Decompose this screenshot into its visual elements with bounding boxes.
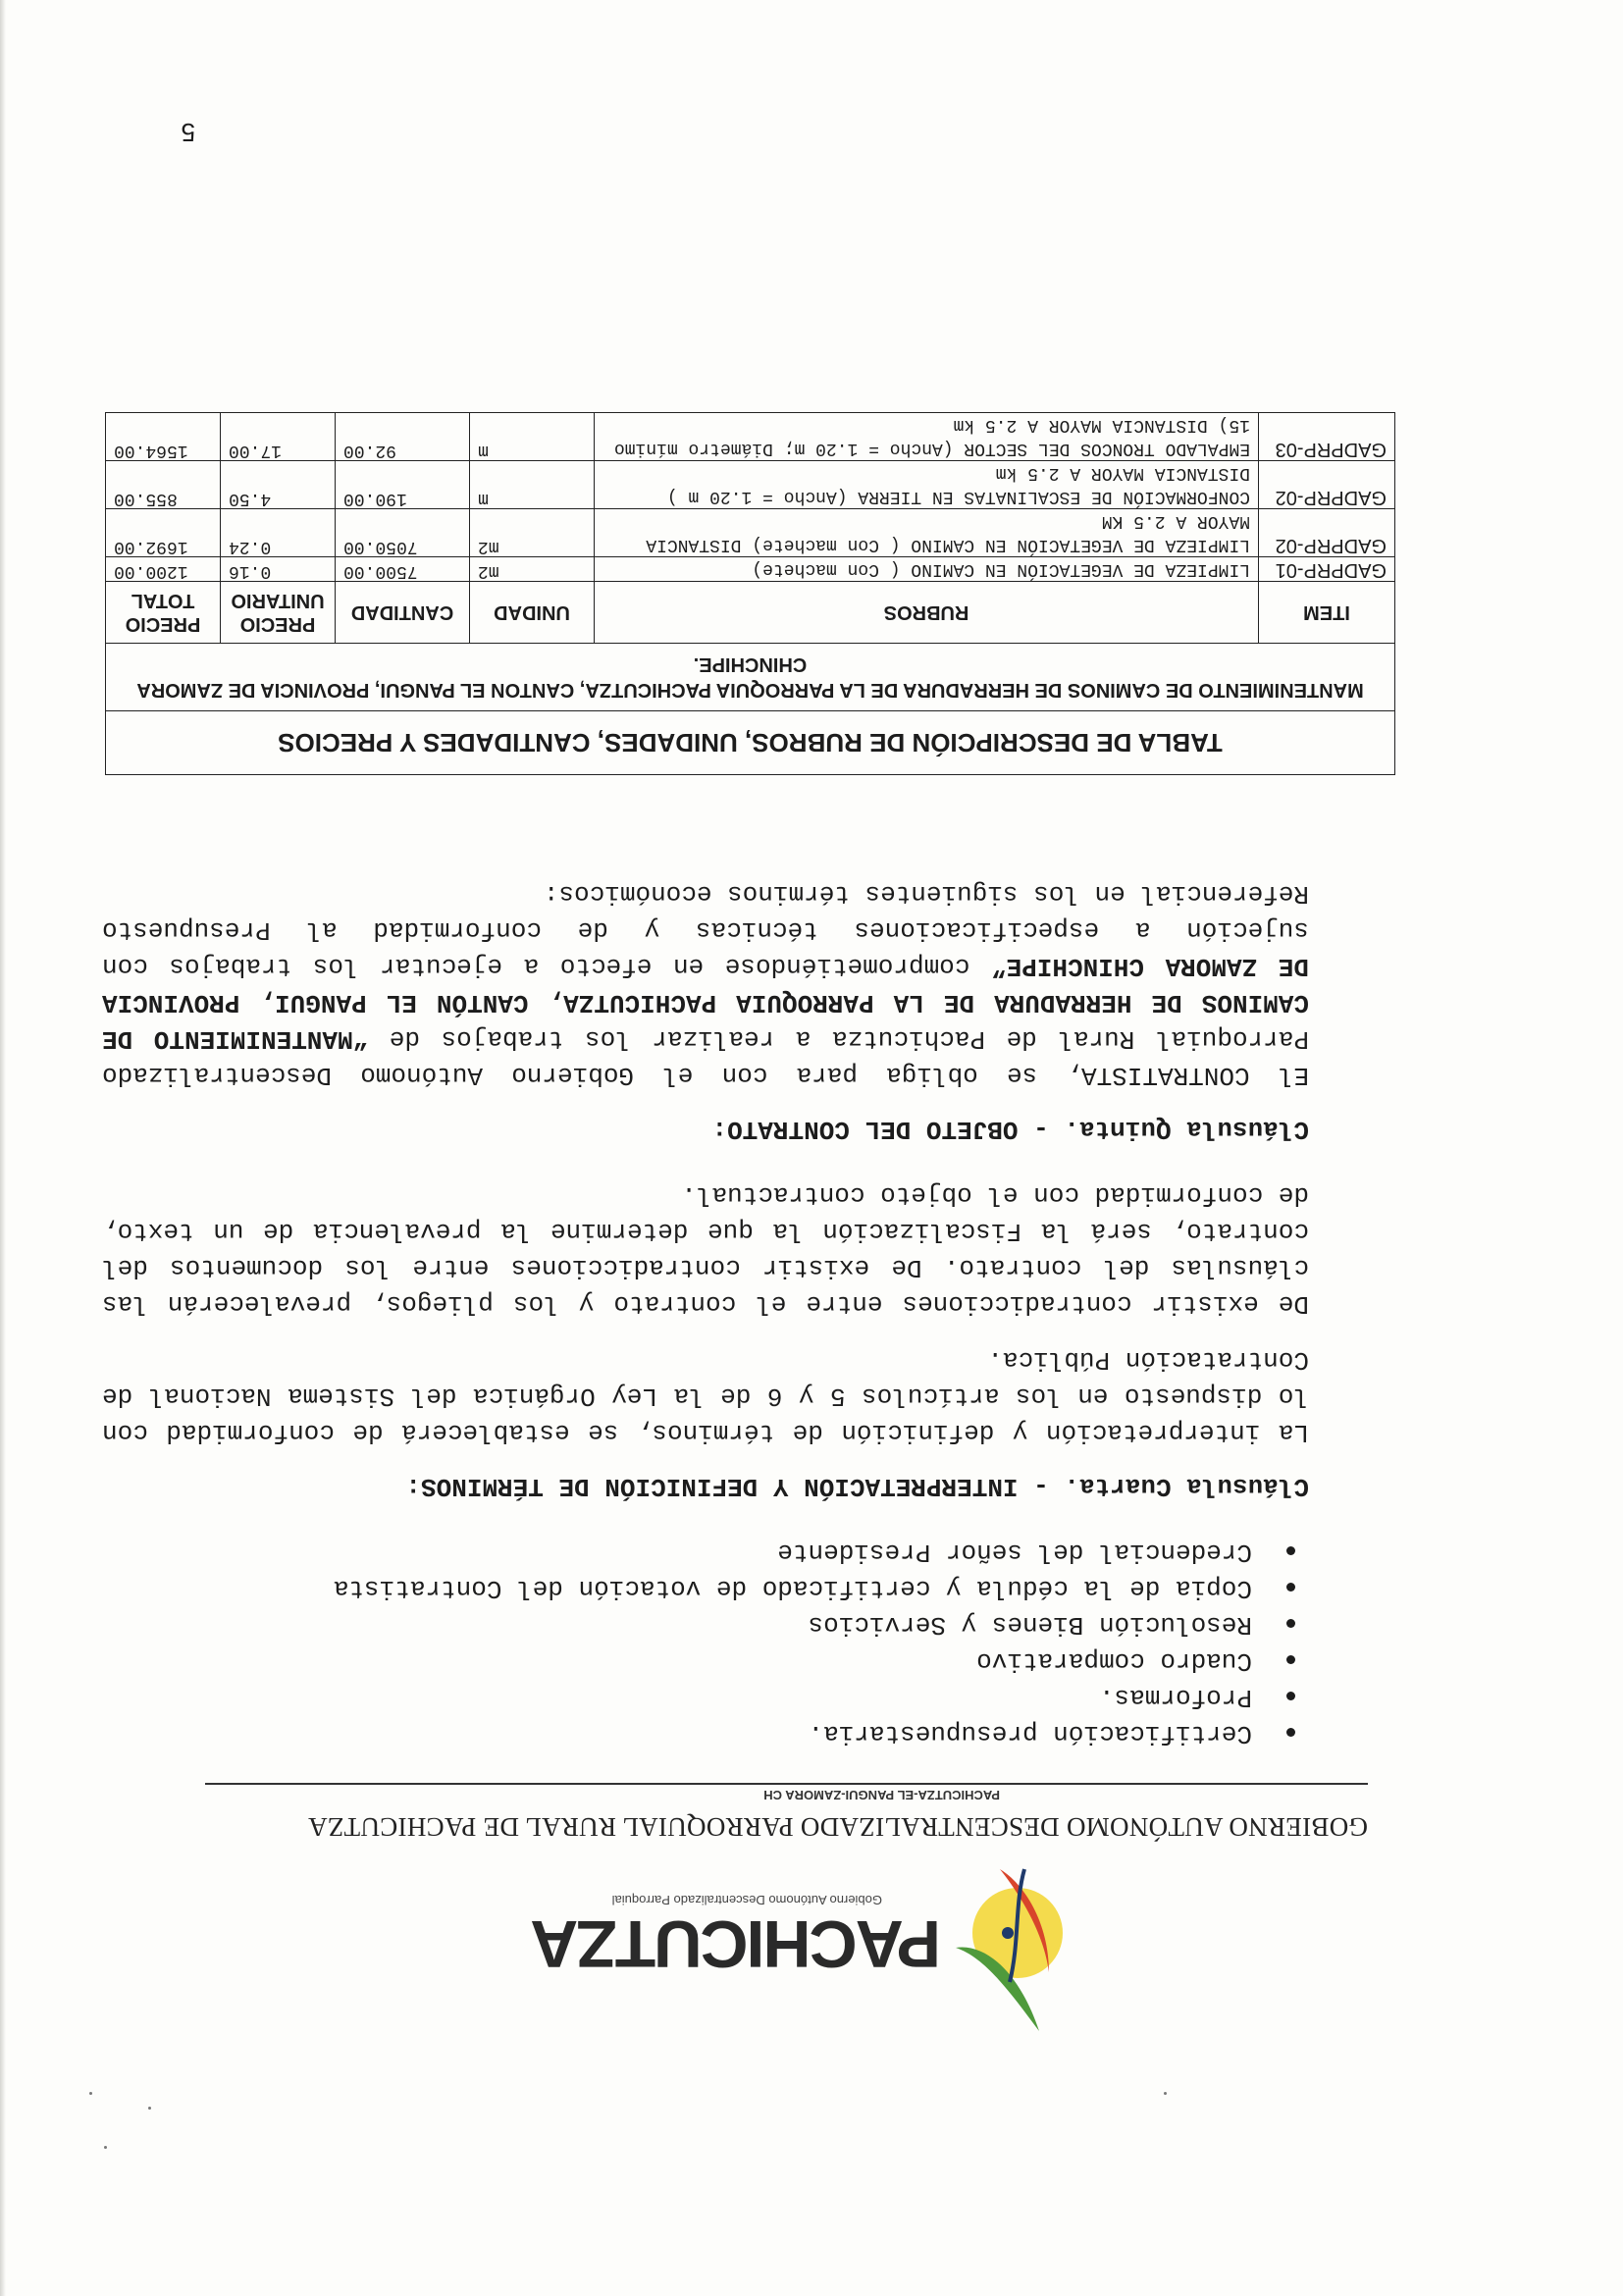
col-header-unidad: UNIDAD bbox=[470, 582, 595, 644]
clause-4-paragraph-2: De existir contradicciones entre el contrato y los pliegos, prevalecerán las cláusulas del contrato. De existir contradicciones entre los documentos del contrato, será la Fiscalización la que determine la prevalencia de un texto, de conformidad con el objeto contractual. bbox=[102, 1180, 1309, 1319]
header-divider bbox=[205, 1783, 1368, 1785]
cell-cantidad: 7050.00 bbox=[336, 509, 470, 557]
institution-subtitle: PACHICUTZA-EL PANGUI-ZAMORA CH bbox=[763, 1788, 1000, 1802]
cell-precio-unitario: 17.00 bbox=[221, 413, 336, 461]
cell-cantidad: 92.00 bbox=[336, 413, 470, 461]
table-row bbox=[106, 509, 1395, 557]
scan-speck bbox=[148, 2107, 151, 2110]
price-table bbox=[105, 412, 1395, 775]
table-row bbox=[106, 557, 1395, 582]
scan-speck bbox=[1164, 2092, 1167, 2095]
list-item: Credencial del señor Presidente bbox=[102, 1534, 1309, 1570]
cell-unidad: m bbox=[470, 413, 595, 461]
clause-5-heading: Cláusula Quinta. - OBJETO DEL CONTRATO: bbox=[711, 1115, 1309, 1144]
cell-precio-total: 1692.00 bbox=[106, 509, 221, 557]
price-table-wrapper bbox=[105, 412, 1395, 775]
cell-cantidad: 190.00 bbox=[336, 461, 470, 509]
cell-precio-total: 1564.00 bbox=[106, 413, 221, 461]
list-item: Proformas. bbox=[102, 1679, 1309, 1715]
list-item: Cuadro comparativo bbox=[102, 1643, 1309, 1679]
clause-5-text-after: comprometiéndose en efecto a ejecutar los trabajos con sujeción a especificaciones técnicas y de conformidad al Presupuesto Referencial en los siguientes términos económicos: bbox=[102, 879, 1309, 981]
cell-precio-unitario: 0.16 bbox=[221, 557, 336, 582]
cell-rubro: LIMPIEZA DE VEGETACIÓN EN CAMINO ( Con machete) DISTANCIA MAYOR A 2.5 KM bbox=[595, 509, 1259, 557]
page-number: 5 bbox=[181, 118, 195, 147]
cell-item: GADPRP-02 bbox=[1259, 461, 1395, 509]
logo-wordmark: PACHICUTZA bbox=[532, 1906, 941, 1981]
col-header-cantidad: CANTIDAD bbox=[336, 582, 470, 644]
contract-body bbox=[102, 856, 1309, 1751]
col-header-item: ITEM bbox=[1259, 582, 1395, 644]
cell-rubro: CONFORMACIÓN DE ESCALINATAS EN TIERRA (Ancho = 1.20 m ) DISTANCIA MAYOR A 2.5 km bbox=[595, 461, 1259, 509]
pachicutza-logo-icon bbox=[951, 1864, 1078, 2051]
logo-tagline: Gobierno Autónomo Descentralizado Parroquial bbox=[611, 1893, 882, 1907]
table-subtitle: MANTENIMIENTO DE CAMINOS DE HERRADURA DE LA PARROQUIA PACHICUTZA, CANTON EL PANGUI, PROVINCIA DE ZAMORA CHINCHIPE. bbox=[106, 644, 1395, 711]
cell-rubro: EMPALADO TRONCOS DEL SECTOR (Ancho = 1.20 m; Diámetro mínimo 15) DISTANCIA MAYOR A 2.5 km bbox=[595, 413, 1259, 461]
cell-precio-unitario: 0.24 bbox=[221, 509, 336, 557]
cell-precio-total: 855.00 bbox=[106, 461, 221, 509]
col-header-rubros: RUBROS bbox=[595, 582, 1259, 644]
cell-item: GADPRP-02 bbox=[1259, 509, 1395, 557]
cell-unidad: m2 bbox=[470, 509, 595, 557]
list-item: Copia de la cédula y certificado de votación del Contratista bbox=[102, 1570, 1309, 1606]
cell-unidad: m bbox=[470, 461, 595, 509]
documents-list bbox=[102, 1534, 1309, 1751]
cell-item: GADPRP-01 bbox=[1259, 557, 1395, 582]
clause-4-paragraph-1: La interpretación y definición de términos, se establecerá de conformidad con lo dispuesto en los artículos 5 y 6 de la Ley Orgánica del Sistema Nacional de Contratación Pública. bbox=[102, 1345, 1309, 1447]
table-row bbox=[106, 461, 1395, 509]
scan-speck bbox=[104, 2146, 107, 2149]
table-row bbox=[106, 413, 1395, 461]
col-header-precio-unitario: PRECIO UNITARIO bbox=[221, 582, 336, 644]
cell-precio-unitario: 4.50 bbox=[221, 461, 336, 509]
clause-5-paragraph bbox=[102, 875, 1309, 1093]
page-edge-shadow bbox=[0, 0, 6, 2296]
cell-unidad: m2 bbox=[470, 557, 595, 582]
table-title: TABLA DE DESCRIPCIÓN DE RUBROS, UNIDADES, CANTIDADES Y PRECIOS bbox=[106, 711, 1395, 775]
list-item: Resolución Bienes y Servicios bbox=[102, 1606, 1309, 1643]
table-header-row bbox=[106, 582, 1395, 644]
col-header-precio-total: PRECIO TOTAL bbox=[106, 582, 221, 644]
logo bbox=[532, 1854, 1078, 2051]
contract-object: “MANTENIMIENTO DE CAMINOS DE HERRADURA DE LA PARROQUIA PACHICUTZA, CANTÓN EL PANGUI, PROVINCIA DE ZAMORA CHINCHIPE” bbox=[102, 952, 1309, 1054]
cell-rubro: LIMPIEZA DE VEGETACIÓN EN CAMINO ( Con machete) bbox=[595, 557, 1259, 582]
institution-title: GOBIERNO AUTÓNOMO DESCENTRALIZADO PARROQUIAL RURAL DE PACHICUTZA bbox=[307, 1812, 1368, 1842]
cell-precio-total: 1200.00 bbox=[106, 557, 221, 582]
clause-5-text-before: El CONTRATISTA, se obliga para con el Gobierno Autónomo Descentralizado Parroquial Rural de Pachicutza a realizar los trabajos de bbox=[102, 1024, 1309, 1090]
cell-cantidad: 7500.00 bbox=[336, 557, 470, 582]
cell-item: GADPRP-03 bbox=[1259, 413, 1395, 461]
list-item: Certificación presupuestaria. bbox=[102, 1715, 1309, 1751]
clause-4-heading: Cláusula Cuarta. - INTERPRETACIÓN Y DEFINICIÓN DE TÉRMINOS: bbox=[405, 1472, 1309, 1501]
scan-speck bbox=[89, 2092, 92, 2095]
